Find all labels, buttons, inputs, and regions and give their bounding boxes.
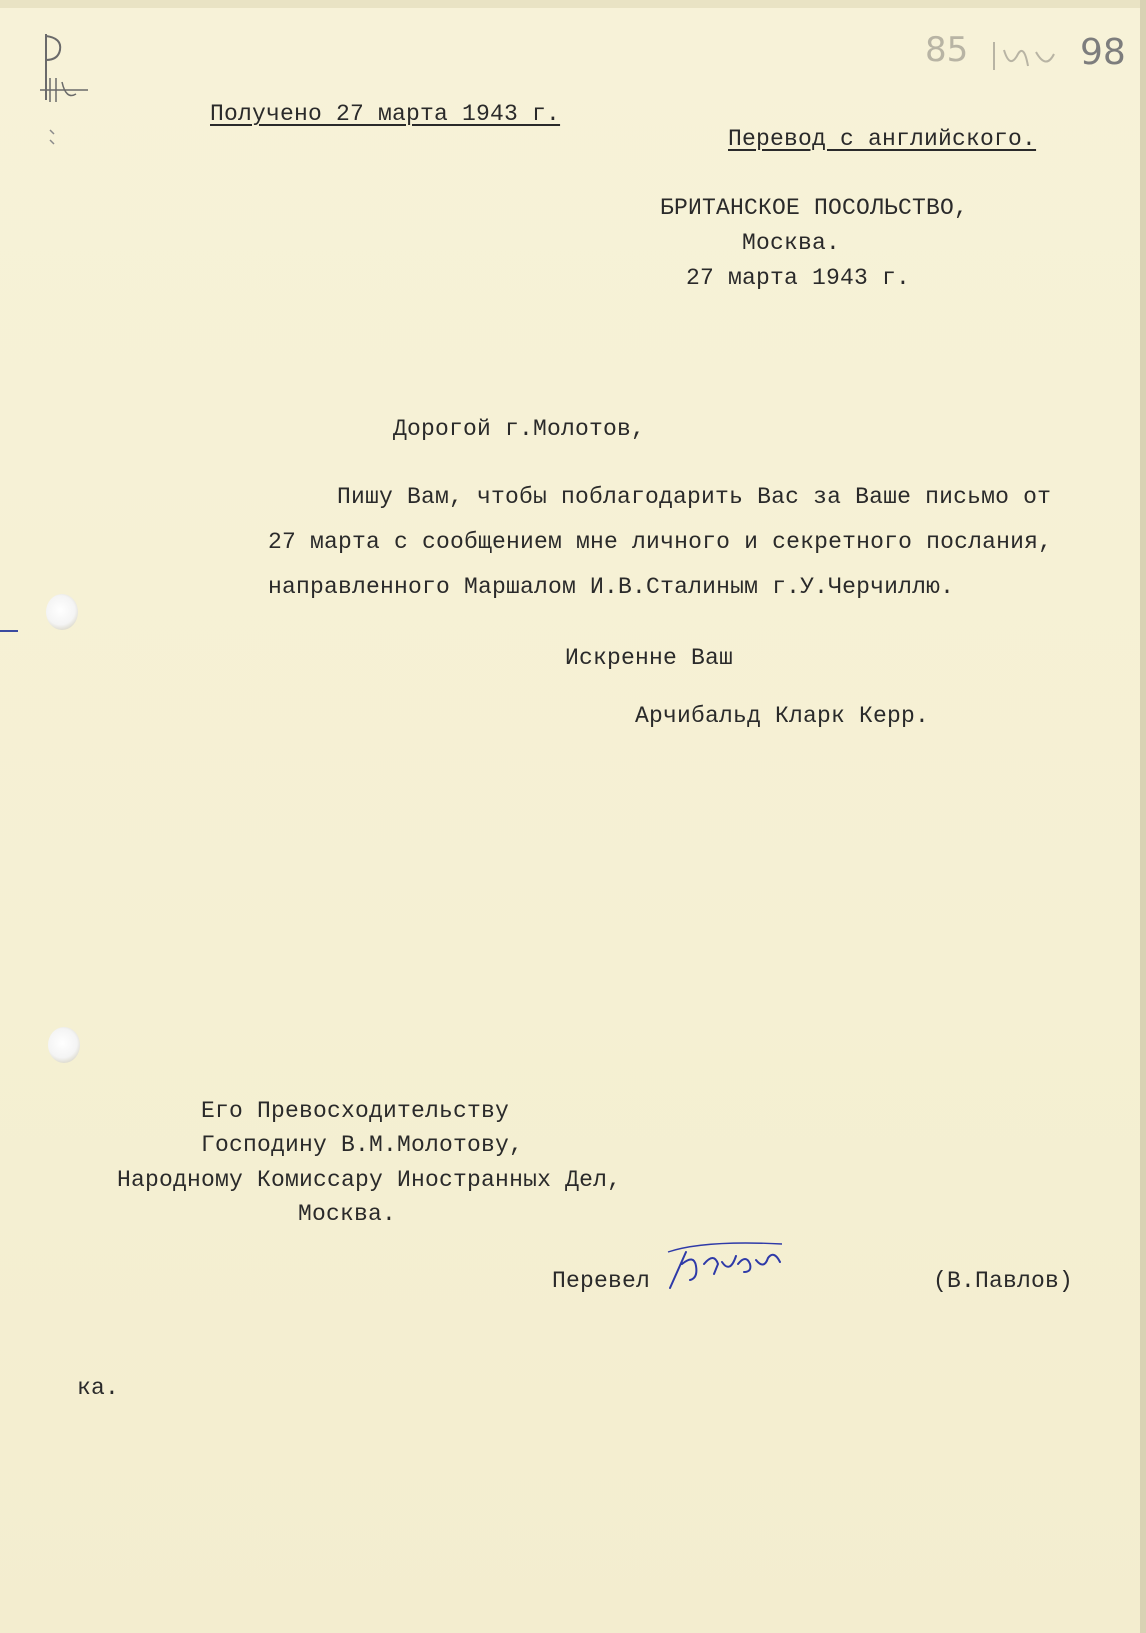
archive-number-b: 98 [1080,32,1126,73]
addressee-line: Господину В.М.Молотову, [201,1132,524,1158]
translation-note: Перевод с английского. [728,126,1037,152]
body-line: 27 марта с сообщением мне личного и секретного послания, [268,529,1053,555]
archive-number-a: 85 [925,30,969,70]
letter-date: 27 марта 1943 г. [686,265,911,291]
closing: Искренне Ваш [565,645,734,671]
body-line: Пишу Вам, чтобы поблагодарить Вас за Ваше письмо от [337,484,1052,510]
embassy-city: Москва. [742,230,841,256]
typist-mark: ка. [77,1375,120,1401]
archive-stamp-mark [36,30,96,150]
signature: Арчибальд Кларк Керр. [635,703,930,729]
embassy-name: БРИТАНСКОЕ ПОСОЛЬСТВО, [660,195,969,221]
margin-tick [0,630,18,632]
received-date: Получено 27 марта 1943 г. [210,101,561,127]
archive-pencil-scribble [990,36,1080,76]
translator-handwritten-signature [664,1234,794,1294]
addressee-line: Москва. [298,1201,397,1227]
translator-name: (В.Павлов) [933,1268,1074,1294]
salutation: Дорогой г.Молотов, [393,416,646,442]
punch-hole-bottom [48,1027,80,1063]
translator-label: Перевел [552,1268,651,1294]
addressee-line: Народному Комиссару Иностранных Дел, [117,1167,622,1193]
addressee-line: Его Превосходительству [201,1098,510,1124]
punch-hole-top [46,594,78,630]
page-edge-top [0,0,1146,8]
page-edge-right [1140,0,1146,1633]
body-line: направленного Маршалом И.В.Сталиным г.У.Черчиллю. [268,574,955,600]
